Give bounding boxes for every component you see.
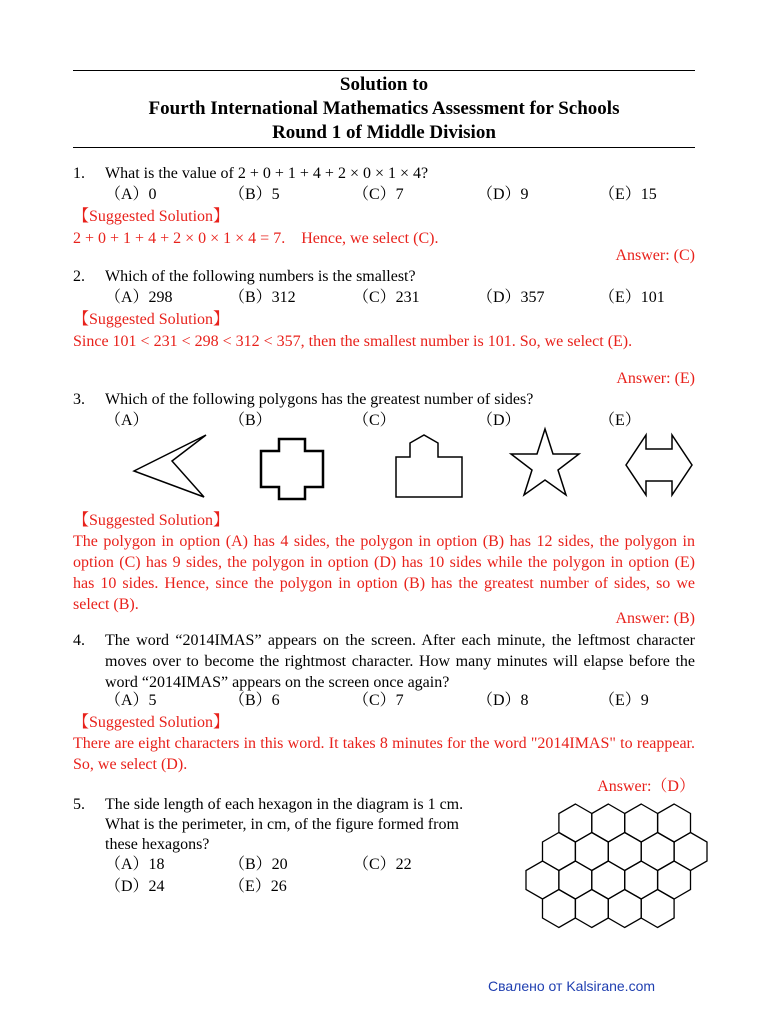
q3-option-b: （B） <box>229 412 272 429</box>
q4-number: 4. <box>73 632 85 649</box>
polygon-a-arrowhead <box>130 433 210 501</box>
q1-text: What is the value of 2 + 0 + 1 + 4 + 2 × 0 × 1 × 4? <box>105 165 429 182</box>
q3-suggested-label: 【Suggested Solution】 <box>73 512 230 529</box>
q5-text-line-1: The side length of each hexagon in the diagram is 1 cm. <box>105 796 464 813</box>
q2-text: Which of the following numbers is the smallest? <box>105 268 416 285</box>
title-line-2: Fourth International Mathematics Assessment for Schools <box>148 98 620 119</box>
hexagon <box>658 861 691 899</box>
q3-option-e: （E） <box>599 412 641 429</box>
title-line-3: Round 1 of Middle Division <box>272 122 496 143</box>
q5-text-line-2: What is the perimeter, in cm, of the figure formed from <box>105 816 459 833</box>
hexagon <box>575 890 608 928</box>
hexagon <box>625 861 658 899</box>
q4-suggested-label: 【Suggested Solution】 <box>73 714 230 731</box>
q2-solution: Since 101 < 231 < 298 < 312 < 357, then the smallest number is 101. So, we select (E). <box>73 333 633 350</box>
q1-option-b: （B）5 <box>229 186 280 203</box>
q3-option-a: （A） <box>105 412 149 429</box>
hexagon <box>543 890 576 928</box>
q4-solution: There are eight characters in this word. It takes 8 minutes for the word "2014IMAS" to reappear. So, we select (D). <box>73 735 695 773</box>
polygon-c-house <box>394 433 464 499</box>
q4-option-e: （E）9 <box>599 692 649 709</box>
hexagon <box>641 833 674 871</box>
q4-option-c: （C）7 <box>353 692 404 709</box>
q3-option-d: （D） <box>477 412 521 429</box>
q1-suggested-label: 【Suggested Solution】 <box>73 208 230 225</box>
q1-number: 1. <box>73 165 85 182</box>
q2-option-e: （E）101 <box>599 289 665 306</box>
hexagon <box>658 804 691 842</box>
q3-text: Which of the following polygons has the greatest number of sides? <box>105 391 534 408</box>
q4-option-b: （B）6 <box>229 692 280 709</box>
q1-option-e: （E）15 <box>599 186 657 203</box>
hexagon <box>625 804 658 842</box>
hexagon <box>559 861 592 899</box>
hexagon <box>592 861 625 899</box>
hexagon <box>608 890 641 928</box>
footer-watermark: Свалено от Kalsirane.com <box>488 978 656 994</box>
q1-option-c: （C）7 <box>353 186 404 203</box>
q5-number: 5. <box>73 796 85 813</box>
hexagon <box>543 833 576 871</box>
q2-option-b: （B）312 <box>229 289 296 306</box>
q4-answer: Answer:（D） <box>597 778 695 795</box>
hexagon <box>575 833 608 871</box>
q3-solution: The polygon in option (A) has 4 sides, the polygon in option (B) has 12 sides, the polygon in option (C) has 9 sides, the polygon in option (D) has 10 sides while the polygon in option (E) has 10 sides. Hence, since the polygon in option (B) has the greatest number of sides, so we select (B). <box>73 533 695 613</box>
hexagon <box>559 804 592 842</box>
q2-option-d: （D）357 <box>477 289 545 306</box>
polygon-b-cross <box>260 438 324 500</box>
q5-option-c: （C）22 <box>353 856 412 873</box>
top-rule <box>73 70 695 71</box>
q5-option-b: （B）20 <box>229 856 288 873</box>
q1-answer: Answer: (C) <box>615 247 695 264</box>
polygon-d-star <box>509 427 581 497</box>
hexagon <box>641 890 674 928</box>
hexagon <box>608 833 641 871</box>
q5-text-line-3: these hexagons? <box>105 836 210 853</box>
q2-suggested-label: 【Suggested Solution】 <box>73 311 230 328</box>
q3-answer: Answer: (B) <box>615 610 695 627</box>
hexagon-diagram <box>520 800 695 920</box>
bottom-rule <box>73 147 695 148</box>
q3-number: 3. <box>73 391 85 408</box>
q4-option-a: （A）5 <box>105 692 157 709</box>
q1-solution: 2 + 0 + 1 + 4 + 2 × 0 × 1 × 4 = 7. Hence, we select (C). <box>73 230 439 247</box>
q5-option-a: （A）18 <box>105 856 165 873</box>
q1-option-a: （A）0 <box>105 186 157 203</box>
hexagon <box>674 833 707 871</box>
q5-option-e: （E）26 <box>229 878 287 895</box>
hexagon <box>526 861 559 899</box>
q3-option-c: （C） <box>353 412 396 429</box>
q2-option-a: （A）298 <box>105 289 173 306</box>
hexagon <box>592 804 625 842</box>
q4-text: The word “2014IMAS” appears on the screen. After each minute, the leftmost character moves over to become the rightmost character. How many minutes will elapse before the word “2014IMAS” appears on the screen once again? <box>105 632 695 691</box>
title-line-1: Solution to <box>339 74 429 95</box>
q4-option-d: （D）8 <box>477 692 529 709</box>
q2-answer: Answer: (E) <box>616 370 695 387</box>
polygon-e-double-arrow <box>624 431 694 499</box>
q2-number: 2. <box>73 268 85 285</box>
q1-option-d: （D）9 <box>477 186 529 203</box>
q2-option-c: （C）231 <box>353 289 420 306</box>
q5-option-d: （D）24 <box>105 878 165 895</box>
